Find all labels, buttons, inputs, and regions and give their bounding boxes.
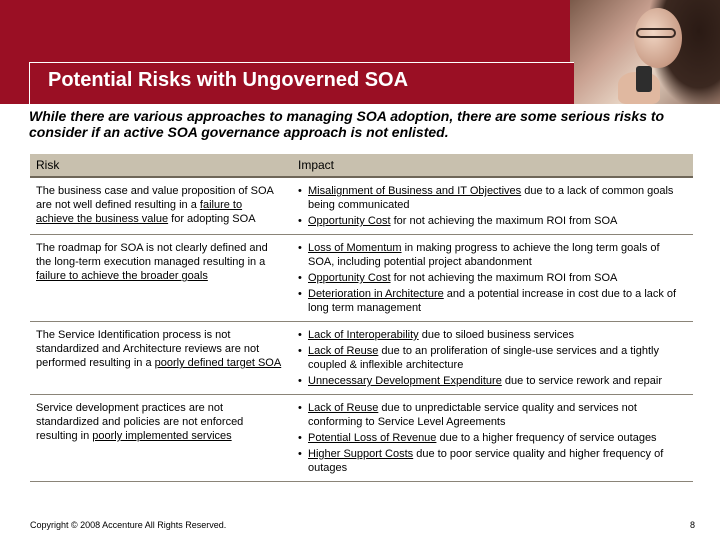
risk-table — [30, 154, 693, 482]
underlined-term: Higher Support Costs — [308, 448, 414, 460]
text-segment: due to a higher frequency of service outages — [436, 432, 657, 444]
text-segment: due to siloed business services — [418, 329, 574, 341]
impact-cell — [292, 235, 693, 322]
phone-icon — [636, 66, 652, 92]
impact-list — [298, 328, 687, 388]
table-row — [30, 177, 693, 235]
underlined-term: failure to achieve the broader goals — [36, 270, 208, 282]
bullet-icon: • — [298, 242, 302, 254]
table-row — [30, 395, 693, 482]
impact-item — [298, 328, 687, 342]
impact-item — [298, 431, 687, 445]
bullet-icon: • — [298, 375, 302, 387]
risk-cell — [30, 395, 292, 482]
page-number: 8 — [690, 520, 696, 530]
text-segment: for adopting SOA — [168, 213, 256, 225]
text-segment: due to an proliferation of single-use services and a tightly coupled & inflexible architecture — [308, 345, 659, 371]
text-segment: due to service rework and repair — [501, 375, 663, 387]
bullet-icon: • — [298, 185, 302, 197]
underlined-term: Unnecessary Development Expenditure — [308, 375, 502, 387]
column-header-impact: Impact — [292, 154, 693, 177]
photo-face — [634, 8, 682, 68]
impact-item — [298, 344, 687, 372]
underlined-term: Opportunity Cost — [308, 215, 391, 227]
underlined-term: Opportunity Cost — [308, 272, 391, 284]
underlined-term: Loss of Momentum — [308, 242, 402, 254]
underlined-term: Lack of Reuse — [308, 402, 379, 414]
text-segment: due to unpredictable service quality and services not conforming to Service Level Agreements — [308, 402, 637, 428]
text-segment: due to poor service quality and higher frequency of outages — [308, 448, 664, 474]
table-row — [30, 235, 693, 322]
impact-item — [298, 447, 687, 475]
bullet-icon: • — [298, 329, 302, 341]
underlined-term: Deterioration in Architecture — [308, 288, 444, 300]
table-row — [30, 322, 693, 395]
bullet-icon: • — [298, 448, 302, 460]
impact-list — [298, 241, 687, 315]
text-segment: The roadmap for SOA is not clearly defined and the long-term execution managed resulting in a — [36, 242, 268, 268]
risk-table-body — [30, 177, 693, 482]
impact-item — [298, 214, 687, 228]
underlined-term: Potential Loss of Revenue — [308, 432, 437, 444]
impact-item — [298, 184, 687, 212]
text-segment: due to a lack of common goals being communicated — [308, 185, 674, 211]
underlined-term: Lack of Interoperability — [308, 329, 419, 341]
bullet-icon: • — [298, 345, 302, 357]
impact-item — [298, 287, 687, 315]
impact-item — [298, 241, 687, 269]
impact-cell — [292, 395, 693, 482]
table-header-row — [30, 154, 693, 177]
risk-cell — [30, 322, 292, 395]
text-segment: Service development practices are not standardized and policies are not enforced resulting in — [36, 402, 244, 442]
risk-cell — [30, 235, 292, 322]
underlined-term: poorly defined target SOA — [154, 357, 282, 369]
impact-item — [298, 271, 687, 285]
bullet-icon: • — [298, 215, 302, 227]
underlined-term: failure to achieve the business value — [36, 199, 243, 225]
woman-with-phone-photo — [570, 0, 720, 104]
text-segment: The Service Identification process is not standardized and Architecture reviews are not performed resulting in a — [36, 329, 260, 369]
copyright-footer: Copyright © 2008 Accenture All Rights Reserved. — [30, 520, 227, 530]
photo-glasses — [636, 28, 676, 38]
text-segment: in making progress to achieve the long term goals of SOA, including potential project abandonment — [308, 242, 660, 268]
bullet-icon: • — [298, 272, 302, 284]
underlined-term: poorly implemented services — [92, 430, 232, 442]
impact-cell — [292, 177, 693, 235]
text-segment: The business case and value proposition of SOA are not well defined resulting in a — [36, 185, 274, 211]
underlined-term: Lack of Reuse — [308, 345, 379, 357]
bullet-icon: • — [298, 402, 302, 414]
page-title: Potential Risks with Ungoverned SOA — [48, 69, 409, 91]
text-segment: for not achieving the maximum ROI from SOA — [390, 272, 618, 284]
impact-list — [298, 401, 687, 475]
bullet-icon: • — [298, 432, 302, 444]
risk-cell — [30, 177, 292, 235]
impact-cell — [292, 322, 693, 395]
bullet-icon: • — [298, 288, 302, 300]
text-segment: for not achieving the maximum ROI from SOA — [390, 215, 618, 227]
underlined-term: Misalignment of Business and IT Objectives — [308, 185, 522, 197]
impact-item — [298, 401, 687, 429]
impact-list — [298, 184, 687, 228]
impact-item — [298, 374, 687, 388]
intro-text: While there are various approaches to managing SOA adoption, there are some serious risks to consider if an active SOA governance approach is not enlisted. — [29, 108, 665, 140]
column-header-risk: Risk — [30, 154, 292, 177]
text-segment: and a potential increase in cost due to a lack of long term management — [308, 288, 677, 314]
title-bar — [29, 62, 574, 104]
